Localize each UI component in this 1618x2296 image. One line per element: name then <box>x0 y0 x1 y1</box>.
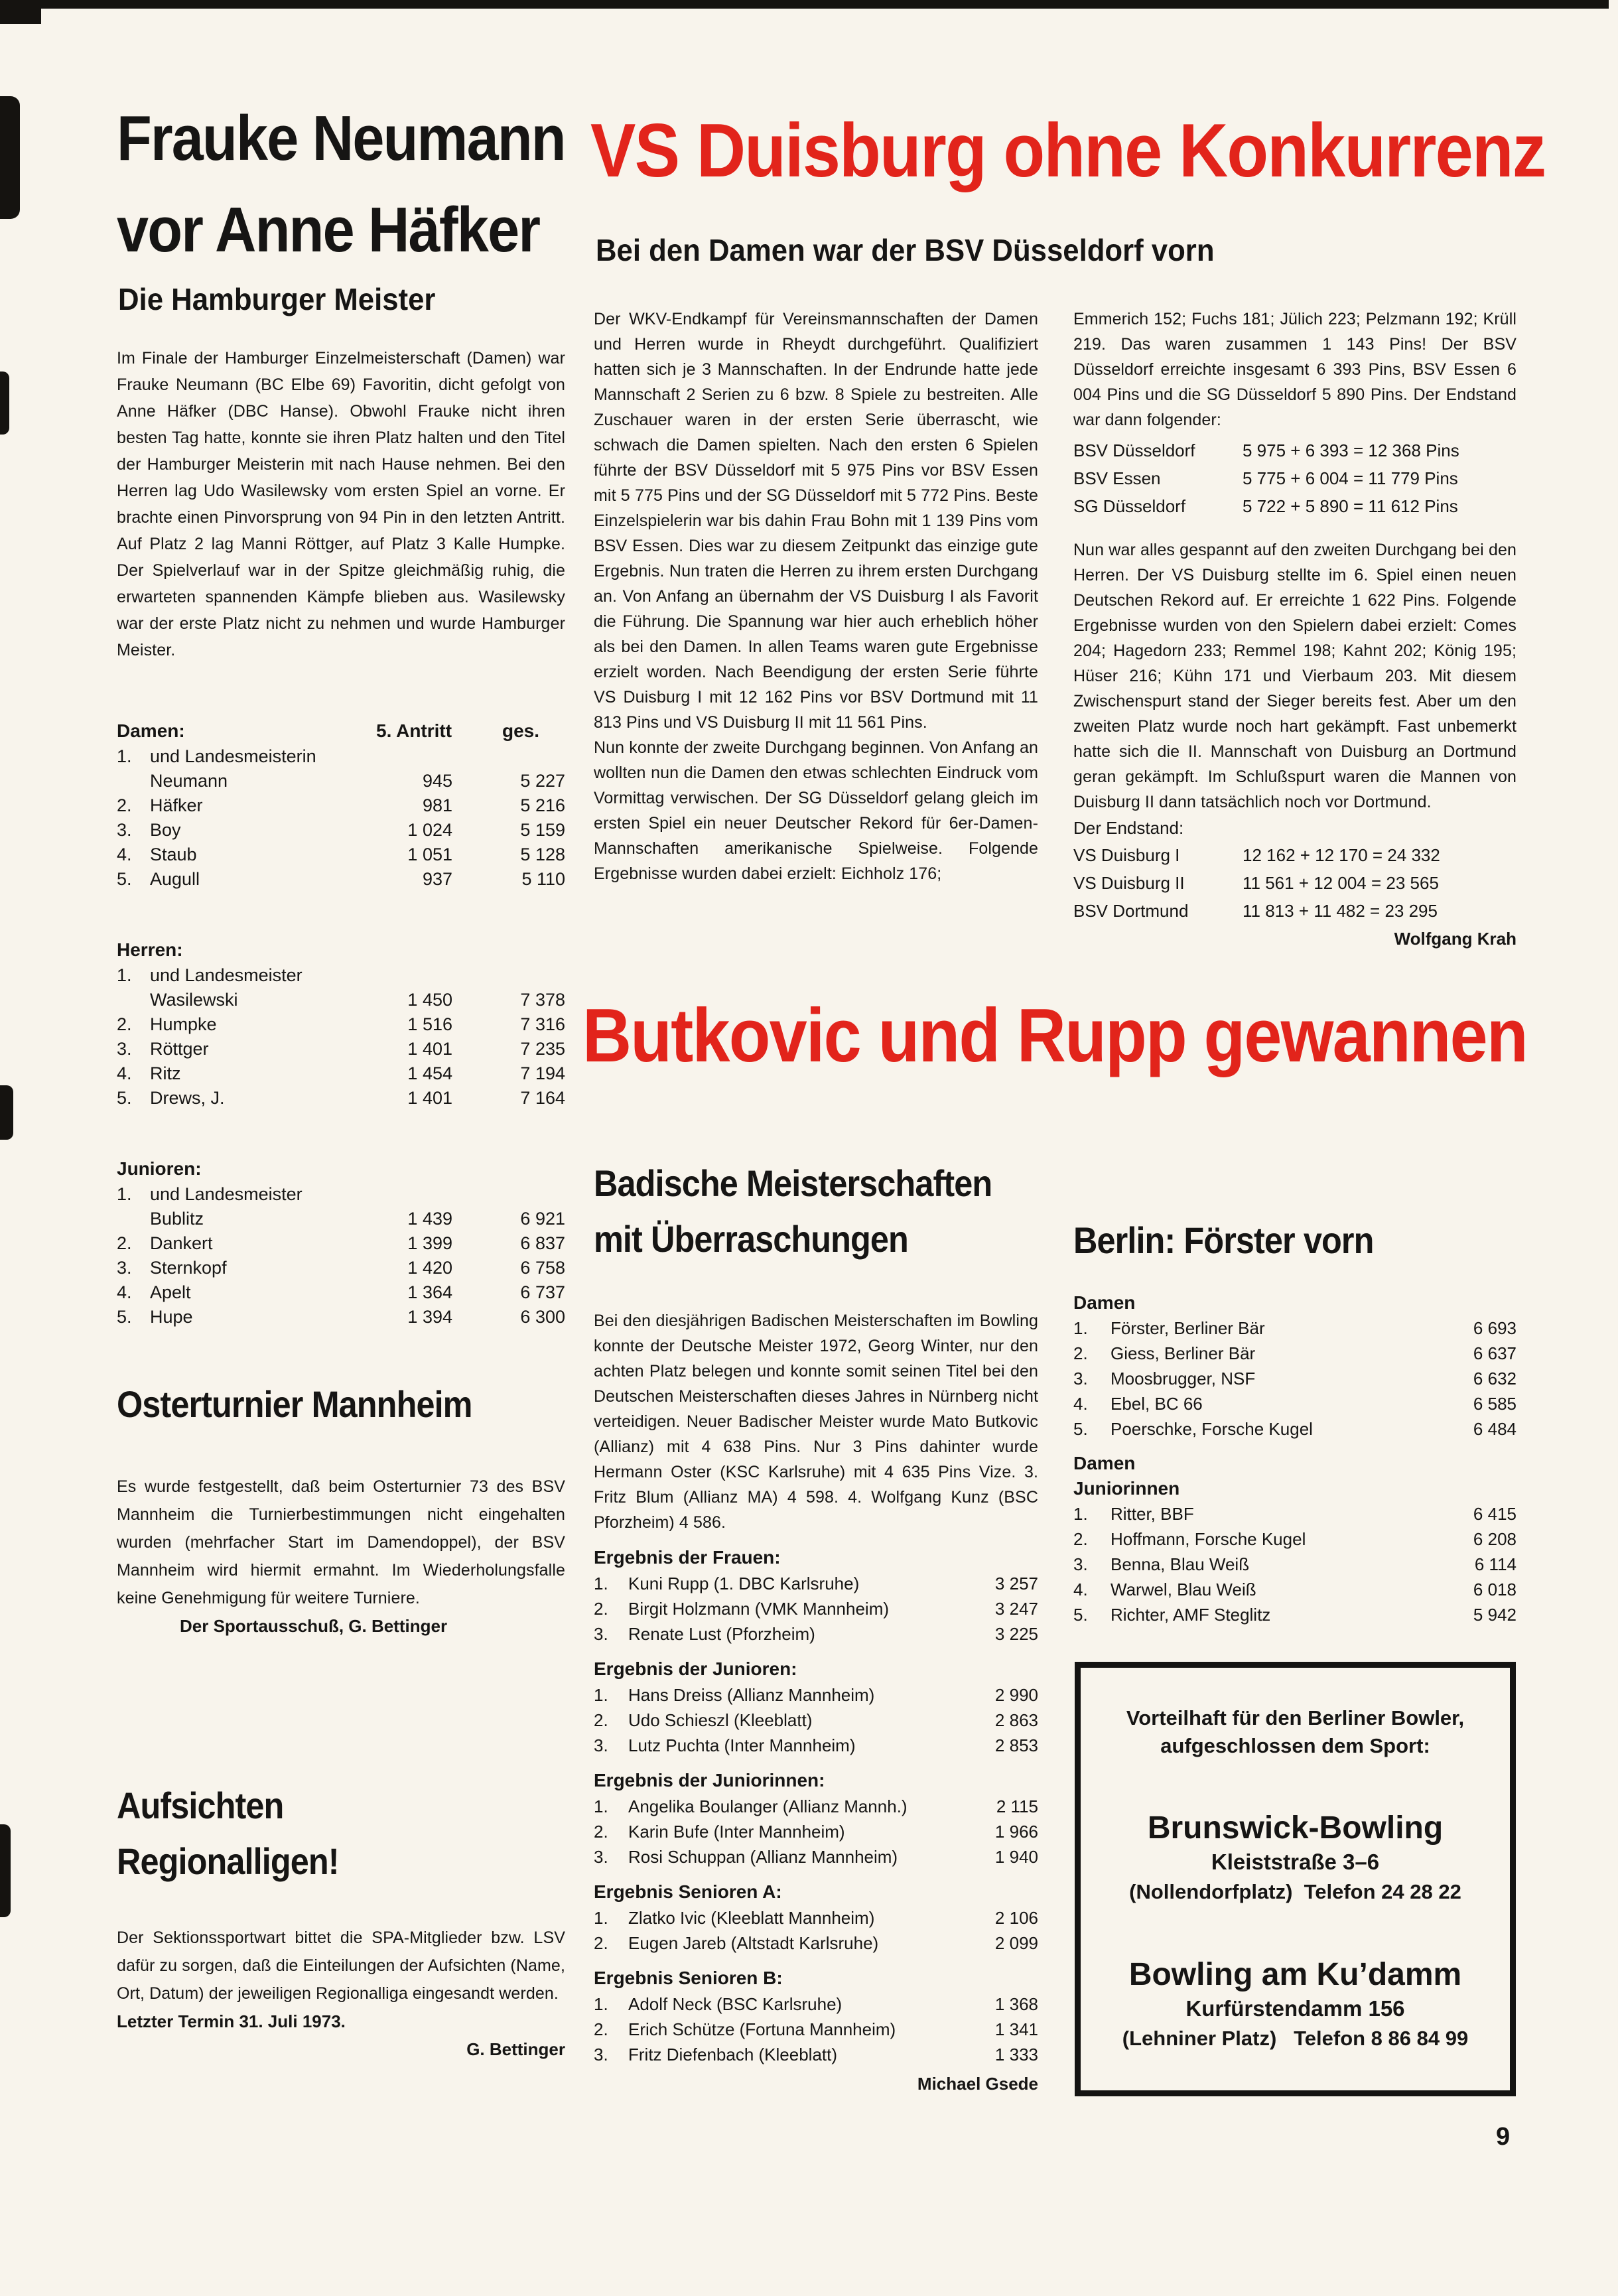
headline-hamburg-line2: vor Anne Häfker <box>117 194 540 265</box>
result-row: 2. Eugen Jareb (Altstadt Karlsruhe) 2 099 <box>594 1933 1038 1953</box>
table-row: 5. Augull 937 5 110 <box>117 869 565 889</box>
table-damen <box>117 718 565 892</box>
result-rows-juniorinnen <box>594 1794 1038 1869</box>
result-row: 1. Kuni Rupp (1. DBC Karlsruhe) 3 257 <box>594 1574 1038 1593</box>
result-group-heading: Ergebnis Senioren B: <box>594 1968 783 1988</box>
result-group-senioren-b <box>594 1965 1038 2067</box>
ad-venue2-info: (Lehniner Platz) Telefon 8 86 84 99 <box>1122 2027 1469 2050</box>
scan-blot-2 <box>0 371 9 435</box>
headline-butkovic-rupp: Butkovic und Rupp gewannen <box>582 994 1527 1078</box>
signature-sportausschuss: Der Sportausschuß, G. Bettinger <box>180 1616 448 1636</box>
table-row: 1. und Landesmeister <box>117 965 303 985</box>
table-row: 2. Häfker 981 5 216 <box>117 795 565 815</box>
column-header-antritt: 5. Antritt <box>376 720 452 741</box>
result-row: 2. Karin Bufe (Inter Mannheim) 1 966 <box>594 1822 1038 1842</box>
article-badische-body: Bei den diesjährigen Badischen Meisterschaften im Bowling konnte der Deutsche Meister 1972, Georg Winter, nur den achten Platz belegen und konnte somit seinen Titel bei den Deutschen Meisterschaften dieses Jahres in Nürnberg nicht verteidigen. Neuer Badischer Meister wurde Mato Butkovic (Allianz) mit 4 638 Pins. Nur 3 Pins dahinter wurde Hermann Oster (KSC Karlsruhe) mit 4 635 Pins Vize. 3. Fritz Blum (Allianz MA) 4 598. 4. Wolfgang Kunz (BSC Pforzheim) 4 586. <box>594 1312 1038 1532</box>
ad-venue1-name: Brunswick-Bowling <box>1147 1810 1444 1846</box>
result-row: 1. Adolf Neck (BSC Karlsruhe) 1 368 <box>594 1994 1038 2014</box>
table-row: 3. Sternkopf 1 420 6 758 <box>117 1258 565 1278</box>
article-badische <box>594 1308 1038 2098</box>
result-group-heading: Ergebnis der Junioren: <box>594 1658 797 1679</box>
headline-vs-duisburg: VS Duisburg ohne Konkurrenz <box>590 109 1546 193</box>
result-row: 1. Zlatko Ivic (Kleeblatt Mannheim) 2 106 <box>594 1908 1038 1928</box>
berlin-list2-label1: Damen <box>1073 1453 1136 1473</box>
article-aufsichten-body: Der Sektionssportwart bittet die SPA-Mitglieder bzw. LSV dafür zu sorgen, daß die Einteilungen der Aufsichten (Name, Ort, Datum) der jeweiligen Regionalliga eingesandt werden. <box>117 1928 565 2003</box>
signature-krah: Wolfgang Krah <box>1394 929 1517 949</box>
table-damen-header <box>117 718 565 744</box>
result-row: 5. Richter, AMF Steglitz 5 942 <box>1073 1605 1517 1625</box>
table-row: 3. Röttger 1 401 7 235 <box>117 1039 565 1059</box>
ad-venue1-street: Kleiststraße 3–6 <box>1211 1850 1380 1874</box>
table-row: 1. und Landesmeisterin <box>117 746 316 766</box>
result-row: 1. Förster, Berliner Bär 6 693 <box>1073 1318 1517 1338</box>
table-row: 4. Staub 1 051 5 128 <box>117 844 565 864</box>
table-junioren-header <box>117 1156 565 1182</box>
table-row: 3. Boy 1 024 5 159 <box>117 820 565 840</box>
subhead-vs-duisburg: Bei den Damen war der BSV Düsseldorf vorn <box>596 233 1215 267</box>
result-rows-senioren-b <box>594 1992 1038 2067</box>
result-group-frauen <box>594 1544 1038 1647</box>
article1-paragraph-4: Nun war alles gespannt auf den zweiten Durchgang bei den Herren. Der VS Duisburg stellte im 6. Spiel einen neuen Deutschen Rekord auf. Er erreichte 1 622 Pins. Folgende Ergebnisse wurden von den Spielern dabei erzielt: Comes 204; Hagedorn 233; Remmel 198; Kahnt 202; König 195; Hüser 216; Kühn 171 und Vierbaum 203. Mit diesem Zwischenspurt stand der Sieger bereits fest. Aber um den zweiten Platz wurde noch hart gekämpft. Fast unbemerkt hatte sich die II. Mannschaft von Duisburg an Dortmund geran gekämpft. Im Schlußspurt waren die Mannen von Duisburg II dann tatsächlich noch vor Dortmund. <box>1073 541 1517 811</box>
table-junioren <box>117 1156 565 1329</box>
berlin-juniorinnen-rows <box>1073 1501 1517 1627</box>
headline-hamburg <box>117 93 565 276</box>
endstand-row: VS Duisburg I 12 162 + 12 170 = 24 332 <box>1073 845 1440 865</box>
table-title: Herren: <box>117 939 183 960</box>
endstand-row: BSV Dortmund 11 813 + 11 482 = 23 295 <box>1073 901 1438 921</box>
result-rows-senioren-a <box>594 1905 1038 1956</box>
result-row: 2. Birgit Holzmann (VMK Mannheim) 3 247 <box>594 1599 1038 1619</box>
page-number: 9 <box>1496 2123 1511 2151</box>
result-row: 4. Ebel, BC 66 6 585 <box>1073 1394 1517 1414</box>
ad-intro-line1: Vorteilhaft für den Berliner Bowler, <box>1126 1706 1465 1729</box>
result-row: 3. Moosbrugger, NSF 6 632 <box>1073 1369 1517 1388</box>
table-title: Damen: <box>117 720 185 741</box>
result-row: 3. Fritz Diefenbach (Kleeblatt) 1 333 <box>594 2045 1038 2064</box>
ad-intro-line2: aufgeschlossen dem Sport: <box>1160 1734 1430 1757</box>
table-row: 4. Ritz 1 454 7 194 <box>117 1063 565 1083</box>
article1-column-2 <box>1073 306 1517 953</box>
heading-aufsichten-line1: Aufsichten <box>117 1785 284 1826</box>
result-row: 1. Angelika Boulanger (Allianz Mannh.) 2 115 <box>594 1796 1038 1816</box>
table-row: Bublitz 1 439 6 921 <box>150 1209 565 1229</box>
endstand-row: VS Duisburg II 11 561 + 12 004 = 23 565 <box>1073 873 1439 893</box>
result-row: 3. Lutz Puchta (Inter Mannheim) 2 853 <box>594 1735 1038 1755</box>
series-result-row: BSV Düsseldorf 5 975 + 6 393 = 12 368 Pins <box>1073 440 1459 460</box>
result-group-junioren <box>594 1656 1038 1758</box>
result-row: 1. Ritter, BBF 6 415 <box>1073 1504 1517 1524</box>
result-row: 3. Rosi Schuppan (Allianz Mannheim) 1 940 <box>594 1847 1038 1867</box>
result-row: 4. Warwel, Blau Weiß 6 018 <box>1073 1580 1517 1599</box>
result-group-juniorinnen <box>594 1767 1038 1869</box>
scan-blot-3 <box>0 1085 13 1140</box>
signature-gsede: Michael Gsede <box>917 2074 1038 2094</box>
subhead-hamburg: Die Hamburger Meister <box>118 282 436 316</box>
table-row: 5. Hupe 1 394 6 300 <box>117 1307 565 1327</box>
series-result-row: BSV Essen 5 775 + 6 004 = 11 779 Pins <box>1073 468 1458 488</box>
result-row: 1. Hans Dreiss (Allianz Mannheim) 2 990 <box>594 1685 1038 1705</box>
berlin-lists <box>1073 1290 1517 1627</box>
result-group-heading: Ergebnis der Juniorinnen: <box>594 1770 825 1790</box>
article1-paragraph-1: Der WKV-Endkampf für Vereinsmannschaften der Damen und Herren wurde in Rheydt durchgeführt. Qualifiziert hatten sich je 3 Mannschaften. In der Endrunde hatte jede Mannschaft 2 Serien zu 6 bzw. 8 Spiele zu bestreiten. Alle Zuschauer waren in der ersten Serie überrascht, wie schwach die Damen spielten. Nach den ersten 6 Spielen führte der BSV Düsseldorf mit 5 975 Pins vor BSV Essen mit 5 775 Pins und der SG Düsseldorf mit 5 772 Pins. Beste Einzelspielerin war bis dahin Frau Bohn mit 1 139 Pins vom BSV Essen. Dies war zu diesem Zeitpunkt das einzige gute Ergebnis. Nun traten die Herren zu ihrem ersten Durchgang an. Von Anfang an übernahm der VS Duisburg I als Favorit die Führung. Die Spannung war hier auch erheblich höher als bei den Damen. In allen Teams waren gute Ergebnisse erzielt worden. Nach Beendigung der ersten Serie führte VS Duisburg I mit 12 162 Pins vor BSV Dortmund mit 11 813 Pins und VS Duisburg II mit 11 561 Pins. <box>594 310 1038 732</box>
table-row: 4. Apelt 1 364 6 737 <box>117 1282 565 1302</box>
result-row: 2. Erich Schütze (Fortuna Mannheim) 1 341 <box>594 2019 1038 2039</box>
table-damen-rows <box>117 744 565 892</box>
table-row: 2. Humpke 1 516 7 316 <box>117 1014 565 1034</box>
result-rows-frauen <box>594 1571 1038 1647</box>
ad-venue2-name: Bowling am Ku’damm <box>1128 1957 1462 1992</box>
result-row: 2. Hoffmann, Forsche Kugel 6 208 <box>1073 1529 1517 1549</box>
deadline-line: Letzter Termin 31. Juli 1973. <box>117 2011 346 2031</box>
scan-edge-top <box>40 0 1609 9</box>
table-herren-header <box>117 937 565 963</box>
table-junioren-rows <box>117 1182 565 1329</box>
article1-column-1 <box>594 306 1038 886</box>
advertisement-box <box>1075 1662 1516 2096</box>
endstand-table <box>1073 841 1517 925</box>
article-hamburg-body: Im Finale der Hamburger Einzelmeisterschaft (Damen) war Frauke Neumann (BC Elbe 69) Favoritin, dicht gefolgt von Anne Häfker (DBC Hanse). Obwohl Frauke nicht ihren besten Tag hatte, konnte sie ihren Platz halten und den Titel der Hamburger Meisterin mit nach Hause nehmen. Bei den Herren lag Udo Wasilewsky vom ersten Spiel an vorne. Er brachte einen Pinvorsprung von 94 Pin in den letzten Antritt. Auf Platz 2 lag Manni Röttger, auf Platz 3 Kalle Humpke. Der Spielverlauf war in der Spitze gleichmäßig ruhig, die erwarteten spannenden Kämpfe blieben aus. Wasilewsky war der erste Platz nicht zu nehmen und wurde Hamburger Meister. <box>117 349 565 659</box>
headline-hamburg-line1: Frauke Neumann <box>117 103 565 174</box>
result-row: 2. Udo Schieszl (Kleeblatt) 2 863 <box>594 1710 1038 1730</box>
result-group-heading: Ergebnis Senioren A: <box>594 1881 782 1902</box>
result-row: 3. Renate Lust (Pforzheim) 3 225 <box>594 1624 1038 1644</box>
heading-osterturnier: Osterturnier Mannheim <box>117 1383 472 1425</box>
berlin-damen-rows <box>1073 1316 1517 1442</box>
article-osterturnier <box>117 1473 565 1640</box>
series-result-table <box>1073 437 1517 520</box>
series-result-row: SG Düsseldorf 5 722 + 5 890 = 11 612 Pins <box>1073 496 1458 516</box>
table-row: Neumann 945 5 227 <box>150 771 565 791</box>
heading-badische-line2: mit Überraschungen <box>594 1218 908 1260</box>
result-row: 3. Benna, Blau Weiß 6 114 <box>1073 1554 1517 1574</box>
ad-venue2-street: Kurfürstendamm 156 <box>1185 1996 1405 2021</box>
heading-aufsichten-line2: Regionalligen! <box>117 1840 339 1882</box>
article-osterturnier-body: Es wurde festgestellt, daß beim Osterturnier 73 des BSV Mannheim die Turnierbestimmungen nicht eingehalten wurden (mehrfacher Start im Damendoppel), der BSV Mannheim wird hiermit ermahnt. Im Wiederholungsfalle keine Genehmigung für weitere Turniere. <box>117 1477 565 1607</box>
table-herren-rows <box>117 963 565 1111</box>
heading-badische <box>594 1156 992 1267</box>
result-row: 5. Poerschke, Forsche Kugel 6 484 <box>1073 1419 1517 1439</box>
table-row: Wasilewski 1 450 7 378 <box>150 990 565 1010</box>
heading-berlin: Berlin: Förster vorn <box>1073 1219 1374 1261</box>
scan-blot-4 <box>0 1824 11 1917</box>
scan-blot-corner <box>0 0 41 24</box>
endstand-label: Der Endstand: <box>1073 818 1184 838</box>
ranking-tables <box>117 718 565 1351</box>
berlin-list2-label2: Juniorinnen <box>1073 1478 1180 1499</box>
signature-bettinger: G. Bettinger <box>466 2039 565 2059</box>
table-title: Junioren: <box>117 1158 202 1179</box>
article1-paragraph-3: Emmerich 152; Fuchs 181; Jülich 223; Pelzmann 192; Krüll 219. Das waren zusammen 1 143 Pins! Der BSV Düsseldorf erreichte insgesamt 6 393 Pins, BSV Essen 6 004 Pins und die SG Düsseldorf 5 890 Pins. Der Endstand war dann folgender: <box>1073 310 1517 429</box>
table-herren <box>117 937 565 1111</box>
ad-venue1-info: (Nollendorfplatz) Telefon 24 28 22 <box>1129 1880 1461 1903</box>
berlin-list1-label: Damen <box>1073 1292 1136 1313</box>
article1-paragraph-2: Nun konnte der zweite Durchgang beginnen. Von Anfang an wollten nun die Damen den etwas schlechten Eindruck vom Vormittag verwischen. Der SG Düsseldorf gelang gleich im ersten Spiel ein neuer Deutscher Rekord für 6er-Damen-Mannschaften amerikanische Spielweise. Folgende Ergebnisse wurden dabei erzielt: Eichholz 176; <box>594 738 1038 883</box>
result-row: 2. Giess, Berliner Bär 6 637 <box>1073 1343 1517 1363</box>
scan-blot-1 <box>0 96 20 219</box>
table-row: 1. und Landesmeister <box>117 1184 303 1204</box>
table-row: 2. Dankert 1 399 6 837 <box>117 1233 565 1253</box>
column-header-ges: ges. <box>502 720 540 741</box>
result-rows-junioren <box>594 1682 1038 1758</box>
result-group-heading: Ergebnis der Frauen: <box>594 1547 781 1568</box>
table-row: 5. Drews, J. 1 401 7 164 <box>117 1088 565 1108</box>
article-aufsichten <box>117 1924 565 2063</box>
result-group-senioren-a <box>594 1879 1038 1956</box>
heading-aufsichten <box>117 1778 339 1889</box>
heading-badische-line1: Badische Meisterschaften <box>594 1162 992 1204</box>
